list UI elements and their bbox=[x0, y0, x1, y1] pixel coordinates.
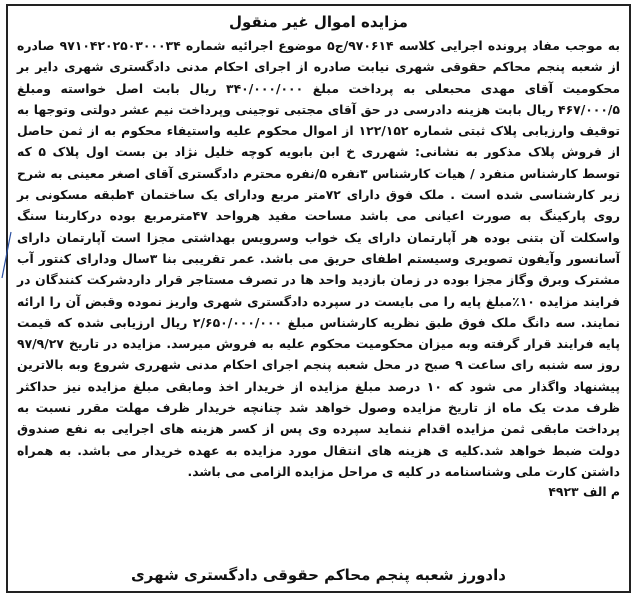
notice-title: مزایده اموال غیر منقول bbox=[229, 13, 408, 31]
notice-code: م الف ۴۹۲۳ bbox=[548, 484, 620, 500]
margin-pen-mark bbox=[0, 230, 12, 280]
notice-signature: دادورز شعبه پنجم محاکم حقوقی دادگستری شهری bbox=[131, 566, 506, 584]
notice-body: به موجب مفاد پرونده اجرایی کلاسه ۹۷۰۶۱۴/ج۵ موضوع اجرائیه شماره ۹۷۱۰۴۲۰۲۵۰۳۰۰۰۳۴ صادره از شعبه پنجم محاکم حقوقی شهری نیابت صادره از اجرای احکام مدنی دادگستری شهری دایر بر محکومیت آقای مهدی محبعلی به پرداخت مبلغ ۳۴۰/۰۰۰/۰۰۰ ریال بابت اصل خواسته ومبلغ ۴۶۷/۰۰۰/۵ ریال بابت هزینه دادرسی در حق آقای مجتبی توجینی وپرداخت نیم عشر دولتی وتوجها به توقیف وارزیابی پلاک ثبتی شماره ۱۲۲/۱۵۲ از اموال محکوم علیه واستیفاء محکوم به از ثمن حاصل از فروش پلاک مذکور به نشانی: شهرری خ ابن بابویه کوچه خلیل نژاد بن بست اول پلاک ۵ که توسط کارشناس منفرد / هیات کارشناس ۳نفره ۵/نفره محترم دادگستری آقای اصغر معینی به شرح زیر کارشناسی شده است . ملک فوق دارای ۷۲متر مربع ودارای یک ساختمان ۴طبقه مسکونی بر روی پارکینگ به صورت اعیانی می باشد مساحت مفید هرواحد ۴۷مترمربع بوده درکاربنا سنگ واسکلت آن بتنی بوده هر آپارتمان دارای یک خواب وسرویس بهداشتی مجزا است آپارتمان دارای آسانسور وآیفون تصویری وسیستم اطفای حریق می باشد. عمر تقریبی بنا ۳سال ودارای کنتور آب مشترک وبرق وگاز مجزا بوده در زمان بازدید واحد ها در تصرف مستاجر قرار داردشرکت کنندگان در فرایند مزایده ۱۰٪مبلغ پایه را می بایست در سپرده دادگستری شهری واریز نموده وقبض آن را ارائه نمایند. سه دانگ ملک فوق طبق نظریه کارشناس مبلغ ۲/۶۵۰/۰۰۰/۰۰۰ ریال ارزیابی شده که قیمت پایه فرایند قرار گرفته وبه میزان محکومیت محکوم علیه به فروش میرسد. مزایده در تاریخ ۹۷/۹/۲۷ روز سه شنبه رای ساعت ۹ صبح در محل شعبه پنجم اجرای احکام مدنی شهرری شروع وبه بالاترین پیشنهاد واگذار می شود که ۱۰ درصد مبلغ مزایده از خریدار اخذ ومابقی مبلغ مزایده نیز حداکثر ظرف مدت یک ماه از تاریخ مزایده وصول خواهد شد چنانچه خریدار ظرف مهلت مقرر نسبت به پرداخت مابقی ثمن مزایده اقدام ننماید سپرده وی پس از کسر هزینه های اجرایی به نفع صندوق دولت ضبط خواهد شد.کلیه ی هزینه های انتقال مورد مزایده به عهده خریدار می باشد. به همراه داشتن کارت ملی وشناسنامه در کلیه ی مراحل مزایده الزامی می باشد. bbox=[17, 38, 621, 479]
legal-notice bbox=[6, 4, 631, 593]
